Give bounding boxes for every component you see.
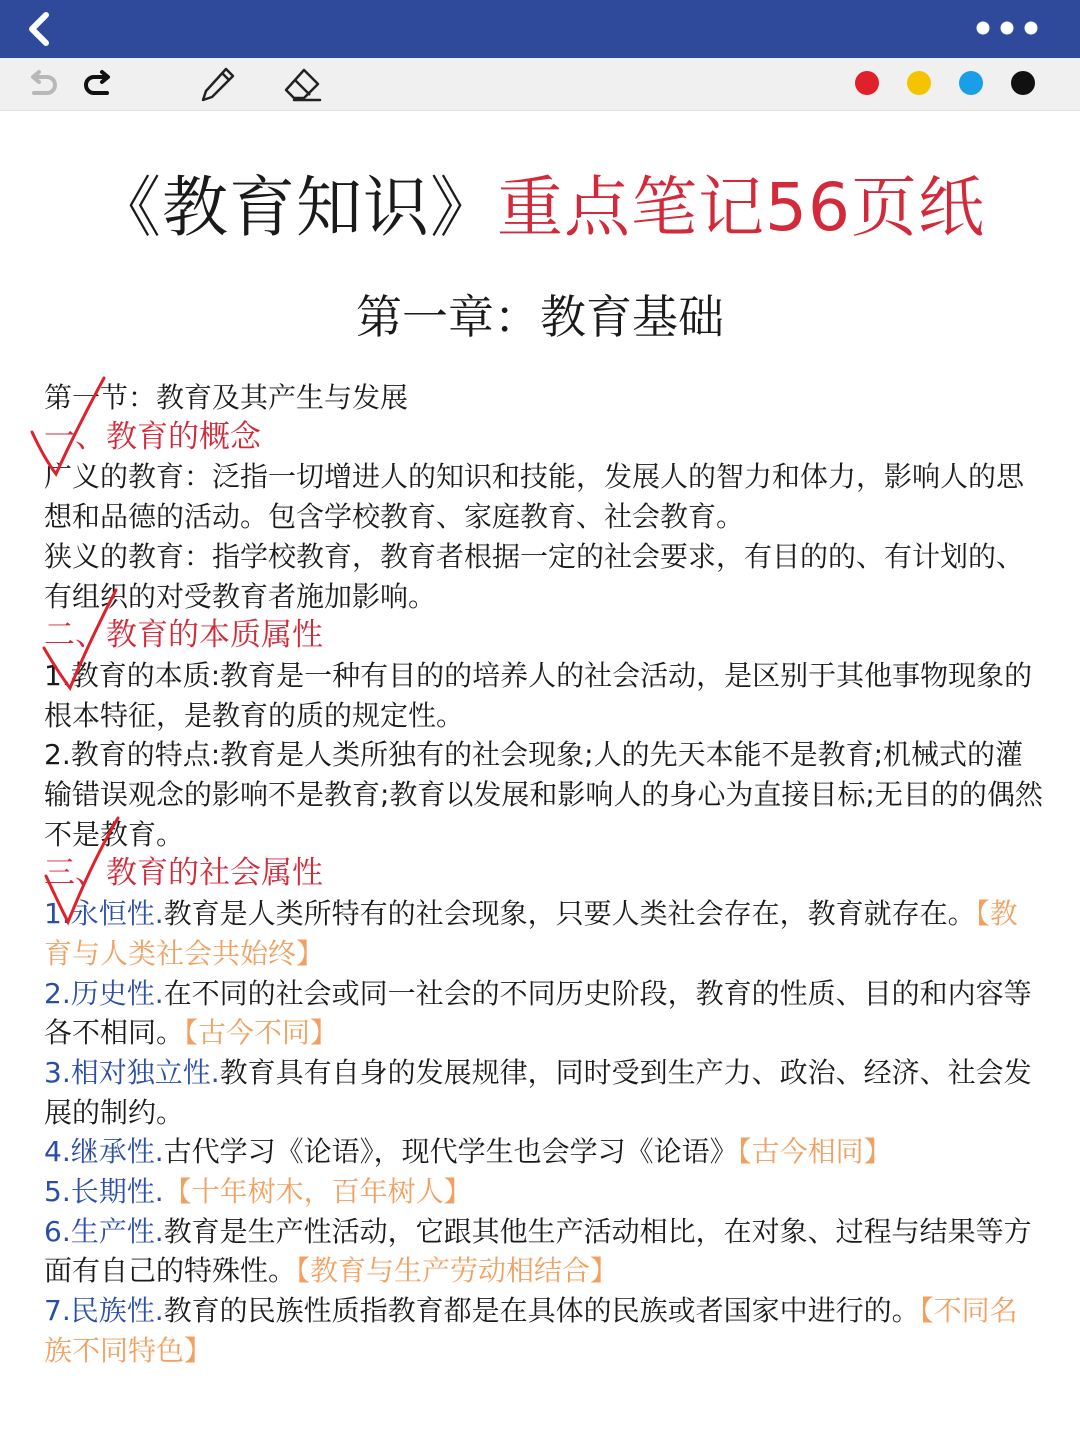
edit-toolbar: [0, 58, 1080, 111]
attribute-note: 【十年树木，百年树人】: [163, 1175, 472, 1209]
attribute-note: 【教育与人类社会共始终】: [44, 897, 1018, 970]
title-highlight: 重点笔记56页纸: [497, 169, 985, 246]
attribute-label: 6.生产性.: [44, 1214, 164, 1248]
attribute-text: 在不同的社会或同一社会的不同历史阶段，教育的性质、目的和内容等各不相同。: [44, 976, 1032, 1050]
title-book-name: 《教育知识》: [95, 169, 497, 246]
heading-social-attributes: 三、教育的社会属性: [44, 855, 323, 892]
heading-essence: 二、教育的本质属性: [44, 617, 323, 654]
broad-definition: 广义的教育：泛指一切增进人的知识和技能，发展人的智力和体力，影响人的思想和品德的活动。包含学校教育、家庭教育、社会教育。: [44, 460, 1025, 534]
attribute-note: 【不同名族不同特色】: [44, 1294, 1018, 1367]
top-nav-bar: [0, 0, 1080, 58]
attribute-text: 教育是生产性活动，它跟其他生产活动相比，在对象、过程与结果等方面有自己的特殊性。: [44, 1214, 1032, 1288]
narrow-definition: 狭义的教育：指学校教育，教育者根据一定的社会要求，有目的的、有计划的、有组织的对受教育者施加影响。: [44, 539, 1025, 613]
color-swatch-yellow[interactable]: [907, 71, 931, 95]
note-content: [44, 378, 1044, 1371]
attribute-label: 1.永恒性.: [44, 897, 164, 931]
eraser-icon[interactable]: [282, 64, 322, 104]
attribute-text: 教育具有自身的发展规律，同时受到生产力、政治、经济、社会发展的制约。: [44, 1055, 1032, 1129]
attribute-text: 教育的民族性质指教育都是在具体的民族或者国家中进行的。: [163, 1294, 920, 1328]
color-swatch-black[interactable]: [1011, 71, 1035, 95]
attribute-note: 【古今不同】: [184, 1016, 339, 1050]
attribute-item: [44, 1172, 1044, 1212]
color-swatch-blue[interactable]: [959, 71, 983, 95]
attribute-item: [44, 1291, 1044, 1370]
attribute-item: [44, 1212, 1044, 1291]
more-dots-icon[interactable]: [974, 16, 1040, 40]
heading-concept: 一、教育的概念: [44, 418, 261, 455]
attribute-item: [44, 1053, 1044, 1132]
attribute-note: 【教育与生产劳动相结合】: [296, 1254, 619, 1288]
undo-icon[interactable]: [22, 64, 62, 104]
attribute-label: 4.继承性.: [44, 1135, 164, 1169]
section-heading: 第一节：教育及其产生与发展: [44, 381, 409, 414]
attribute-label: 2.历史性.: [44, 976, 164, 1010]
attribute-label: 5.长期性.: [44, 1175, 164, 1209]
attribute-item: [44, 1132, 1044, 1172]
attribute-item: [44, 894, 1044, 973]
attribute-label: 7.民族性.: [44, 1294, 164, 1328]
attribute-note: 【古今相同】: [737, 1135, 892, 1169]
attribute-text: 古代学习《论语》，现代学生也会学习《论语》: [163, 1135, 738, 1169]
attribute-label: 3.相对独立性.: [44, 1055, 220, 1089]
color-swatch-red[interactable]: [855, 71, 879, 95]
document-title: [0, 160, 1080, 256]
attribute-item: [44, 974, 1044, 1053]
redo-icon[interactable]: [78, 64, 118, 104]
attribute-text: 教育是人类所特有的社会现象，只要人类社会存在，教育就存在。: [163, 897, 976, 931]
pencil-icon[interactable]: [198, 64, 238, 104]
chevron-left-icon[interactable]: [18, 10, 58, 48]
essence-paragraph: 1.教育的本质:教育是一种有目的的培养人的社会活动，是区别于其他事物现象的根本特征，是教育的质的规定性。: [44, 658, 1033, 732]
chapter-title: 第一章：教育基础: [356, 290, 724, 344]
features-paragraph: 2.教育的特点:教育是人类所独有的社会现象;人的先天本能不是教育;机械式的灌输错误观念的影响不是教育;教育以发展和影响人的身心为直接目标;无目的的偶然不是教育。: [44, 738, 1043, 851]
